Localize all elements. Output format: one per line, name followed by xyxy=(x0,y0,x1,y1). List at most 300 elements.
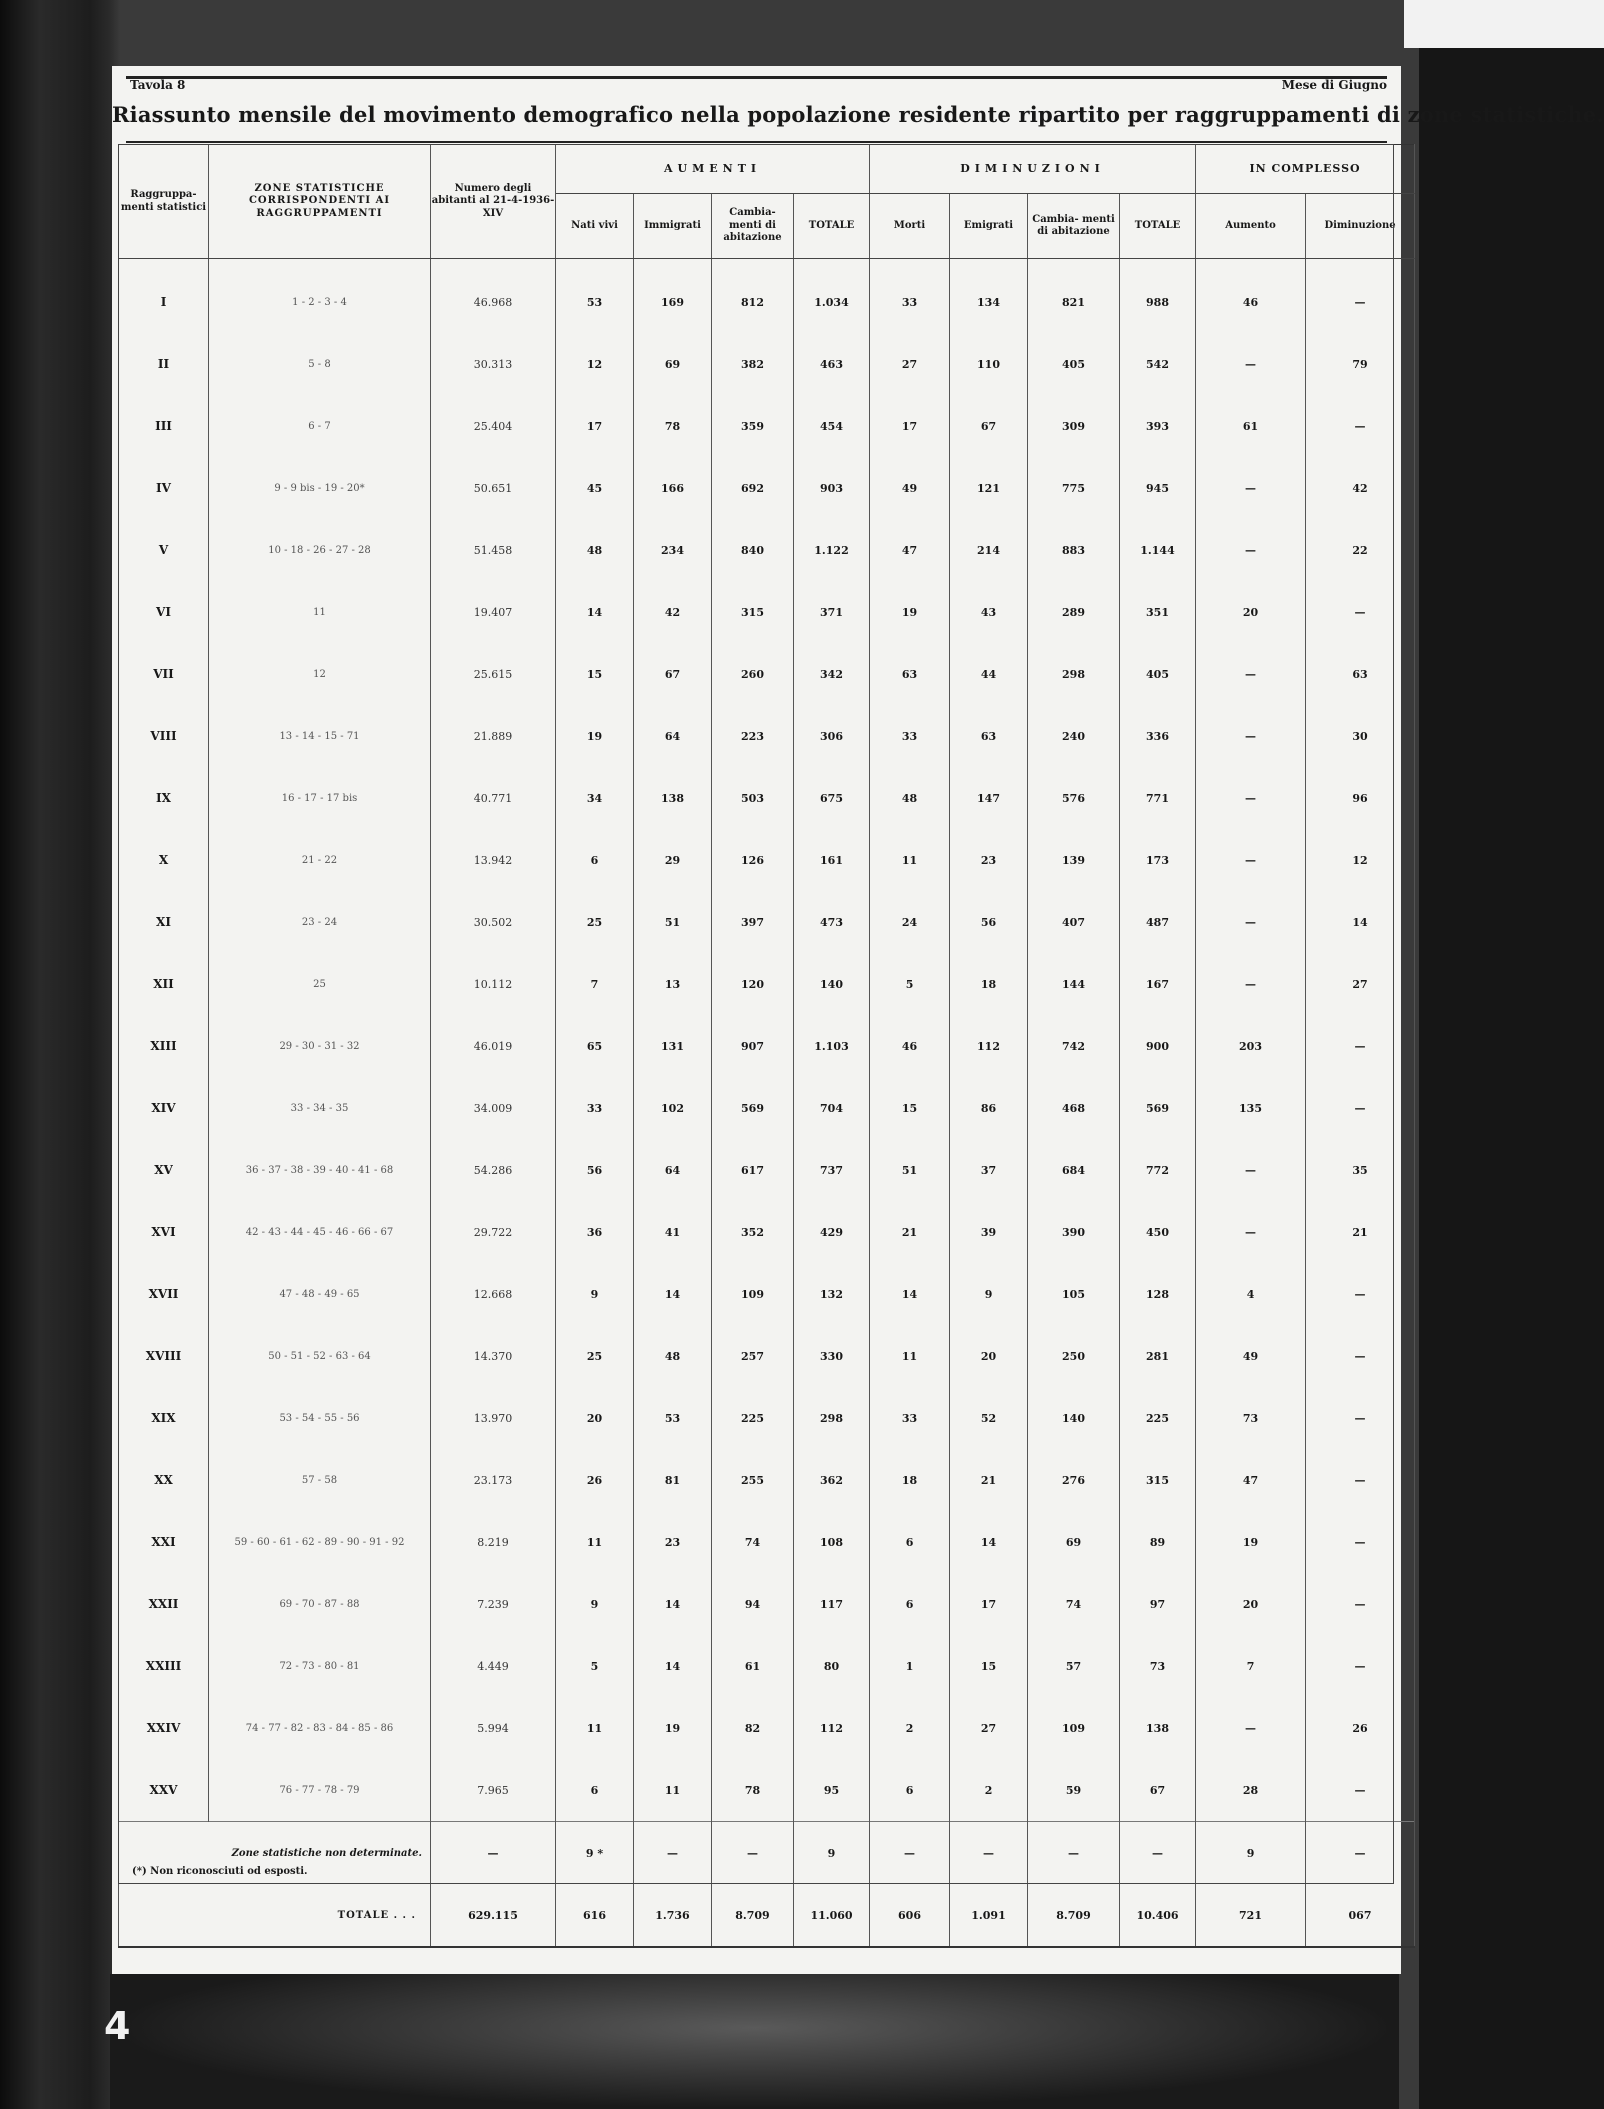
col-nati-vivi: Nati vivi xyxy=(556,194,634,259)
cell-immigrati: 13 xyxy=(634,953,712,1015)
table-row xyxy=(119,1449,1415,1511)
cell-totale-diminuzioni: 167 xyxy=(1120,953,1196,1015)
cell-diminuzione: — xyxy=(1306,581,1415,643)
cell-cambiamenti-aumenti: 257 xyxy=(712,1325,794,1387)
cell-immigrati: 234 xyxy=(634,519,712,581)
cell-aumento: 61 xyxy=(1196,395,1306,457)
cell-morti: 27 xyxy=(870,333,950,395)
cell-immigrati: 42 xyxy=(634,581,712,643)
cell-emigrati: 20 xyxy=(950,1325,1028,1387)
cell-raggruppamento: XV xyxy=(119,1139,209,1201)
cell-raggruppamento: II xyxy=(119,333,209,395)
cell-morti: 17 xyxy=(870,395,950,457)
cell-totale-diminuzioni: 487 xyxy=(1120,891,1196,953)
cell-emigrati: 14 xyxy=(950,1511,1028,1573)
zone-undetermined-row-label: Zone statistiche non determinate. xyxy=(119,1822,431,1885)
cell-zone: 9 - 9 bis - 19 - 20* xyxy=(209,457,431,519)
cell-cambiamenti-aumenti: 812 xyxy=(712,271,794,333)
cell-cambiamenti-diminuzioni: 883 xyxy=(1028,519,1120,581)
cell-totale-aumenti: 429 xyxy=(794,1201,870,1263)
cell-emigrati: 17 xyxy=(950,1573,1028,1635)
cell-morti: 19 xyxy=(870,581,950,643)
cell-morti: 51 xyxy=(870,1139,950,1201)
cell-totale-diminuzioni: 315 xyxy=(1120,1449,1196,1511)
cell-nati-vivi: 45 xyxy=(556,457,634,519)
cell-totale-diminuzioni: 393 xyxy=(1120,395,1196,457)
cell-zone: 10 - 18 - 26 - 27 - 28 xyxy=(209,519,431,581)
cell-nati-vivi: 11 xyxy=(556,1697,634,1759)
cell-raggruppamento: XIX xyxy=(119,1387,209,1449)
cell-zone: 47 - 48 - 49 - 65 xyxy=(209,1263,431,1325)
cell-aumento: 73 xyxy=(1196,1387,1306,1449)
cell-zone: 53 - 54 - 55 - 56 xyxy=(209,1387,431,1449)
cell-totale-diminuzioni: 73 xyxy=(1120,1635,1196,1697)
cell-cambiamenti-aumenti: 503 xyxy=(712,767,794,829)
demographic-table xyxy=(118,144,1415,1948)
cell-raggruppamento: IX xyxy=(119,767,209,829)
cell-immigrati: 14 xyxy=(634,1573,712,1635)
cell-totale-aumenti: 330 xyxy=(794,1325,870,1387)
cell-cambiamenti-aumenti: 260 xyxy=(712,643,794,705)
cell-nati-vivi: 53 xyxy=(556,271,634,333)
cell-population: 8.219 xyxy=(431,1511,556,1573)
cell-totale-aumenti: 108 xyxy=(794,1511,870,1573)
cell-totale-diminuzioni: 173 xyxy=(1120,829,1196,891)
cell-aumento: — xyxy=(1196,643,1306,705)
cell-raggruppamento: VI xyxy=(119,581,209,643)
cell-aumento: — xyxy=(1196,891,1306,953)
cell-immigrati: 69 xyxy=(634,333,712,395)
cell-totale-aumenti: 903 xyxy=(794,457,870,519)
cell-nati-vivi: 20 xyxy=(556,1387,634,1449)
cell-cambiamenti-diminuzioni: 684 xyxy=(1028,1139,1120,1201)
cell-zone: 42 - 43 - 44 - 45 - 46 - 66 - 67 xyxy=(209,1201,431,1263)
table-row xyxy=(119,829,1415,891)
cell-immigrati: 14 xyxy=(634,1263,712,1325)
cell-totale-aumenti: 1.122 xyxy=(794,519,870,581)
col-cambiamenti-aumenti: Cambia- menti di abitazione xyxy=(712,194,794,259)
cell-morti: 46 xyxy=(870,1015,950,1077)
cell-population: 46.968 xyxy=(431,271,556,333)
cell-totale-diminuzioni: 97 xyxy=(1120,1573,1196,1635)
cell-totale-aumenti: 454 xyxy=(794,395,870,457)
cell-raggruppamento: XXII xyxy=(119,1573,209,1635)
cell-totale-diminuzioni: 10.406 xyxy=(1120,1884,1196,1947)
table-row xyxy=(119,643,1415,705)
cell-diminuzione: 42 xyxy=(1306,457,1415,519)
table-row xyxy=(119,953,1415,1015)
cell-totale-aumenti: 11.060 xyxy=(794,1884,870,1947)
cell-zone: 29 - 30 - 31 - 32 xyxy=(209,1015,431,1077)
document-page xyxy=(110,66,1604,1974)
cell-immigrati: 67 xyxy=(634,643,712,705)
cell-zone: 74 - 77 - 82 - 83 - 84 - 85 - 86 xyxy=(209,1697,431,1759)
cell-emigrati: 112 xyxy=(950,1015,1028,1077)
cell-totale-aumenti: 342 xyxy=(794,643,870,705)
cell-nati-vivi: 9 xyxy=(556,1573,634,1635)
cell-nati-vivi: 7 xyxy=(556,953,634,1015)
cell-nati-vivi: 17 xyxy=(556,395,634,457)
table-row xyxy=(119,1077,1415,1139)
cell-totale-aumenti: 1.034 xyxy=(794,271,870,333)
cell-raggruppamento: III xyxy=(119,395,209,457)
cell-totale-aumenti: 112 xyxy=(794,1697,870,1759)
cell-cambiamenti-diminuzioni: 59 xyxy=(1028,1759,1120,1822)
cell-raggruppamento: XII xyxy=(119,953,209,1015)
zone-undetermined-row xyxy=(119,1822,1415,1885)
cell-totale-aumenti: 117 xyxy=(794,1573,870,1635)
cell-totale-aumenti: 737 xyxy=(794,1139,870,1201)
col-morti: Morti xyxy=(870,194,950,259)
cell-totale-diminuzioni: 405 xyxy=(1120,643,1196,705)
cell-zone: 76 - 77 - 78 - 79 xyxy=(209,1759,431,1822)
cell-emigrati: 21 xyxy=(950,1449,1028,1511)
cell-cambiamenti-aumenti: 78 xyxy=(712,1759,794,1822)
cell-diminuzione: — xyxy=(1306,395,1415,457)
cell-nati-vivi: 6 xyxy=(556,829,634,891)
cell-raggruppamento: VIII xyxy=(119,705,209,767)
cell-morti: 33 xyxy=(870,1387,950,1449)
cell-aumento: 20 xyxy=(1196,1573,1306,1635)
cell-immigrati: 53 xyxy=(634,1387,712,1449)
cell-cambiamenti-aumenti: 352 xyxy=(712,1201,794,1263)
table-row xyxy=(119,271,1415,333)
cell-totale-diminuzioni: 89 xyxy=(1120,1511,1196,1573)
cell-emigrati: 23 xyxy=(950,829,1028,891)
table-row xyxy=(119,519,1415,581)
cell-nati-vivi: 15 xyxy=(556,643,634,705)
cell-cambiamenti-diminuzioni: 821 xyxy=(1028,271,1120,333)
cell-morti: 5 xyxy=(870,953,950,1015)
cell-diminuzione: — xyxy=(1306,1511,1415,1573)
cell-nati-vivi: 11 xyxy=(556,1511,634,1573)
cell-diminuzione: — xyxy=(1306,1449,1415,1511)
cell-totale-diminuzioni: 351 xyxy=(1120,581,1196,643)
cell-raggruppamento: XVI xyxy=(119,1201,209,1263)
cell-diminuzione: 12 xyxy=(1306,829,1415,891)
cell-immigrati: 29 xyxy=(634,829,712,891)
cell-aumento: 4 xyxy=(1196,1263,1306,1325)
cell-emigrati: 1.091 xyxy=(950,1884,1028,1947)
cell-raggruppamento: XXI xyxy=(119,1511,209,1573)
cell-nati-vivi: 25 xyxy=(556,891,634,953)
cell-population: 23.173 xyxy=(431,1449,556,1511)
cell-aumento: — xyxy=(1196,1139,1306,1201)
cell-nati-vivi: 26 xyxy=(556,1449,634,1511)
cell-immigrati: 41 xyxy=(634,1201,712,1263)
cell-raggruppamento: XXIV xyxy=(119,1697,209,1759)
cell-emigrati: 147 xyxy=(950,767,1028,829)
cell-emigrati: 43 xyxy=(950,581,1028,643)
footnote: (*) Non riconosciuti od esposti. xyxy=(132,1866,308,1877)
cell-population: 5.994 xyxy=(431,1697,556,1759)
cell-totale-aumenti: 675 xyxy=(794,767,870,829)
cell-morti: 2 xyxy=(870,1697,950,1759)
cell-cambiamenti-aumenti: 225 xyxy=(712,1387,794,1449)
table-row xyxy=(119,333,1415,395)
table-row xyxy=(119,1511,1415,1573)
cell-population: — xyxy=(431,1822,556,1885)
cell-cambiamenti-diminuzioni: 240 xyxy=(1028,705,1120,767)
col-emigrati: Emigrati xyxy=(950,194,1028,259)
cell-zone: 11 xyxy=(209,581,431,643)
cell-zone: 23 - 24 xyxy=(209,891,431,953)
cell-raggruppamento: XXV xyxy=(119,1759,209,1822)
cell-diminuzione: 63 xyxy=(1306,643,1415,705)
cell-morti: 47 xyxy=(870,519,950,581)
cell-zone: 16 - 17 - 17 bis xyxy=(209,767,431,829)
cell-totale-aumenti: 362 xyxy=(794,1449,870,1511)
cell-cambiamenti-diminuzioni: 8.709 xyxy=(1028,1884,1120,1947)
table-row xyxy=(119,457,1415,519)
cell-immigrati: 14 xyxy=(634,1635,712,1697)
cell-aumento: — xyxy=(1196,829,1306,891)
cell-cambiamenti-diminuzioni: 140 xyxy=(1028,1387,1120,1449)
cell-aumento: 7 xyxy=(1196,1635,1306,1697)
cell-morti: 11 xyxy=(870,1325,950,1387)
table-row xyxy=(119,1759,1415,1822)
cell-cambiamenti-diminuzioni: 405 xyxy=(1028,333,1120,395)
group-diminuzioni: DIMINUZIONI xyxy=(870,145,1196,194)
cell-diminuzione: — xyxy=(1306,1822,1415,1885)
cell-population: 51.458 xyxy=(431,519,556,581)
cell-cambiamenti-aumenti: 126 xyxy=(712,829,794,891)
cell-population: 29.722 xyxy=(431,1201,556,1263)
cell-cambiamenti-diminuzioni: 298 xyxy=(1028,643,1120,705)
cell-immigrati: 23 xyxy=(634,1511,712,1573)
cell-morti: 11 xyxy=(870,829,950,891)
cell-immigrati: 138 xyxy=(634,767,712,829)
cell-nati-vivi: 14 xyxy=(556,581,634,643)
cell-cambiamenti-diminuzioni: — xyxy=(1028,1822,1120,1885)
cell-cambiamenti-diminuzioni: 139 xyxy=(1028,829,1120,891)
cell-diminuzione: 26 xyxy=(1306,1697,1415,1759)
cell-totale-diminuzioni: 225 xyxy=(1120,1387,1196,1449)
cell-zone: 5 - 8 xyxy=(209,333,431,395)
cell-totale-diminuzioni: 336 xyxy=(1120,705,1196,767)
cell-morti: 14 xyxy=(870,1263,950,1325)
cell-aumento: 9 xyxy=(1196,1822,1306,1885)
cell-aumento: — xyxy=(1196,457,1306,519)
cell-nati-vivi: 6 xyxy=(556,1759,634,1822)
cell-population: 46.019 xyxy=(431,1015,556,1077)
cell-zone: 69 - 70 - 87 - 88 xyxy=(209,1573,431,1635)
cell-totale-diminuzioni: 771 xyxy=(1120,767,1196,829)
cell-cambiamenti-aumenti: 255 xyxy=(712,1449,794,1511)
cell-cambiamenti-diminuzioni: 309 xyxy=(1028,395,1120,457)
cell-nati-vivi: 12 xyxy=(556,333,634,395)
cell-totale-aumenti: 463 xyxy=(794,333,870,395)
cell-emigrati: 63 xyxy=(950,705,1028,767)
cell-totale-diminuzioni: 1.144 xyxy=(1120,519,1196,581)
table-row xyxy=(119,1697,1415,1759)
cell-cambiamenti-aumenti: 74 xyxy=(712,1511,794,1573)
cell-morti: 6 xyxy=(870,1511,950,1573)
cell-totale-aumenti: 1.103 xyxy=(794,1015,870,1077)
cell-immigrati: 1.736 xyxy=(634,1884,712,1947)
cell-zone: 12 xyxy=(209,643,431,705)
cell-morti: 24 xyxy=(870,891,950,953)
cell-emigrati: 52 xyxy=(950,1387,1028,1449)
cell-diminuzione: 30 xyxy=(1306,705,1415,767)
cell-population: 34.009 xyxy=(431,1077,556,1139)
cell-totale-diminuzioni: 128 xyxy=(1120,1263,1196,1325)
col-zone: ZONE STATISTICHE CORRISPONDENTI AI RAGGRUPPAMENTI xyxy=(209,145,431,259)
cell-cambiamenti-diminuzioni: 105 xyxy=(1028,1263,1120,1325)
cell-diminuzione: 22 xyxy=(1306,519,1415,581)
cell-raggruppamento: XIII xyxy=(119,1015,209,1077)
group-aumenti: AUMENTI xyxy=(556,145,870,194)
cell-emigrati: 56 xyxy=(950,891,1028,953)
cell-population: 25.404 xyxy=(431,395,556,457)
cell-cambiamenti-diminuzioni: 390 xyxy=(1028,1201,1120,1263)
cell-cambiamenti-aumenti: 109 xyxy=(712,1263,794,1325)
cell-totale-aumenti: 306 xyxy=(794,705,870,767)
cell-diminuzione: 96 xyxy=(1306,767,1415,829)
cell-cambiamenti-aumenti: 94 xyxy=(712,1573,794,1635)
cell-diminuzione: — xyxy=(1306,1263,1415,1325)
col-raggruppamenti: Raggruppa- menti statistici xyxy=(119,145,209,259)
cell-nati-vivi: 34 xyxy=(556,767,634,829)
table-row xyxy=(119,1015,1415,1077)
cell-morti: 21 xyxy=(870,1201,950,1263)
cell-emigrati: 214 xyxy=(950,519,1028,581)
cell-emigrati: 134 xyxy=(950,271,1028,333)
cell-population: 13.970 xyxy=(431,1387,556,1449)
table-row xyxy=(119,395,1415,457)
cell-diminuzione: — xyxy=(1306,1077,1415,1139)
cell-raggruppamento: XVIII xyxy=(119,1325,209,1387)
cell-cambiamenti-diminuzioni: 74 xyxy=(1028,1573,1120,1635)
cell-zone: 6 - 7 xyxy=(209,395,431,457)
cell-aumento: 20 xyxy=(1196,581,1306,643)
cell-diminuzione: 27 xyxy=(1306,953,1415,1015)
cell-cambiamenti-diminuzioni: 144 xyxy=(1028,953,1120,1015)
cell-raggruppamento: XVII xyxy=(119,1263,209,1325)
cell-aumento: — xyxy=(1196,767,1306,829)
cell-cambiamenti-aumenti: 569 xyxy=(712,1077,794,1139)
cell-zone: 36 - 37 - 38 - 39 - 40 - 41 - 68 xyxy=(209,1139,431,1201)
total-row xyxy=(119,1884,1415,1947)
cell-totale-diminuzioni: 450 xyxy=(1120,1201,1196,1263)
cell-totale-diminuzioni: 569 xyxy=(1120,1077,1196,1139)
cell-totale-aumenti: 298 xyxy=(794,1387,870,1449)
cell-cambiamenti-aumenti: 82 xyxy=(712,1697,794,1759)
cell-immigrati: 64 xyxy=(634,705,712,767)
cell-morti: — xyxy=(870,1822,950,1885)
col-totale-aumenti: TOTALE xyxy=(794,194,870,259)
cell-diminuzione: 14 xyxy=(1306,891,1415,953)
cell-emigrati: 121 xyxy=(950,457,1028,519)
cell-nati-vivi: 19 xyxy=(556,705,634,767)
cell-totale-diminuzioni: 988 xyxy=(1120,271,1196,333)
cell-morti: 33 xyxy=(870,271,950,333)
cell-emigrati: 18 xyxy=(950,953,1028,1015)
cell-morti: 6 xyxy=(870,1759,950,1822)
cell-cambiamenti-aumenti: 840 xyxy=(712,519,794,581)
cell-diminuzione: 79 xyxy=(1306,333,1415,395)
cell-raggruppamento: X xyxy=(119,829,209,891)
cell-zone: 25 xyxy=(209,953,431,1015)
cell-morti: 15 xyxy=(870,1077,950,1139)
cell-aumento: 49 xyxy=(1196,1325,1306,1387)
cell-population: 10.112 xyxy=(431,953,556,1015)
cell-nati-vivi: 65 xyxy=(556,1015,634,1077)
cell-emigrati: 15 xyxy=(950,1635,1028,1697)
cell-zone: 33 - 34 - 35 xyxy=(209,1077,431,1139)
table-row xyxy=(119,1387,1415,1449)
cell-population: 54.286 xyxy=(431,1139,556,1201)
cell-cambiamenti-aumenti: 315 xyxy=(712,581,794,643)
cell-immigrati: 64 xyxy=(634,1139,712,1201)
cell-population: 21.889 xyxy=(431,705,556,767)
cell-cambiamenti-aumenti: 382 xyxy=(712,333,794,395)
cell-population: 14.370 xyxy=(431,1325,556,1387)
cell-diminuzione: 21 xyxy=(1306,1201,1415,1263)
cell-totale-aumenti: 161 xyxy=(794,829,870,891)
cell-cambiamenti-diminuzioni: 407 xyxy=(1028,891,1120,953)
table-row xyxy=(119,1635,1415,1697)
cell-population: 12.668 xyxy=(431,1263,556,1325)
cell-totale-aumenti: 9 xyxy=(794,1822,870,1885)
cell-population: 40.771 xyxy=(431,767,556,829)
cell-population: 19.407 xyxy=(431,581,556,643)
cell-cambiamenti-aumenti: 120 xyxy=(712,953,794,1015)
cell-cambiamenti-aumenti: — xyxy=(712,1822,794,1885)
cell-cambiamenti-aumenti: 359 xyxy=(712,395,794,457)
cell-emigrati: 2 xyxy=(950,1759,1028,1822)
cell-zone: 57 - 58 xyxy=(209,1449,431,1511)
cell-diminuzione: — xyxy=(1306,1325,1415,1387)
cell-diminuzione: 35 xyxy=(1306,1139,1415,1201)
cell-emigrati: 37 xyxy=(950,1139,1028,1201)
table-row xyxy=(119,1263,1415,1325)
cell-totale-diminuzioni: 281 xyxy=(1120,1325,1196,1387)
top-rule xyxy=(126,76,1387,79)
cell-nati-vivi: 36 xyxy=(556,1201,634,1263)
total-row-label: TOTALE . . . xyxy=(119,1884,431,1947)
cell-morti: 33 xyxy=(870,705,950,767)
cell-cambiamenti-diminuzioni: 468 xyxy=(1028,1077,1120,1139)
cell-aumento: 203 xyxy=(1196,1015,1306,1077)
cell-cambiamenti-aumenti: 397 xyxy=(712,891,794,953)
cell-aumento: — xyxy=(1196,1697,1306,1759)
table-row xyxy=(119,1139,1415,1201)
cell-nati-vivi: 48 xyxy=(556,519,634,581)
cell-population: 7.239 xyxy=(431,1573,556,1635)
cell-raggruppamento: IV xyxy=(119,457,209,519)
cell-cambiamenti-diminuzioni: 109 xyxy=(1028,1697,1120,1759)
cell-diminuzione: — xyxy=(1306,1015,1415,1077)
cell-totale-aumenti: 132 xyxy=(794,1263,870,1325)
cell-aumento: — xyxy=(1196,1201,1306,1263)
cell-aumento: 135 xyxy=(1196,1077,1306,1139)
table-body xyxy=(119,259,1415,1948)
cell-totale-diminuzioni: 138 xyxy=(1120,1697,1196,1759)
cell-emigrati: 86 xyxy=(950,1077,1028,1139)
cell-population: 4.449 xyxy=(431,1635,556,1697)
cell-population: 7.965 xyxy=(431,1759,556,1822)
cell-totale-aumenti: 80 xyxy=(794,1635,870,1697)
cell-nati-vivi: 616 xyxy=(556,1884,634,1947)
table-row xyxy=(119,1201,1415,1263)
col-immigrati: Immigrati xyxy=(634,194,712,259)
cell-totale-aumenti: 95 xyxy=(794,1759,870,1822)
cell-morti: 1 xyxy=(870,1635,950,1697)
cell-emigrati: — xyxy=(950,1822,1028,1885)
tavola-label: Tavola 8 xyxy=(130,78,186,92)
cell-cambiamenti-diminuzioni: 576 xyxy=(1028,767,1120,829)
